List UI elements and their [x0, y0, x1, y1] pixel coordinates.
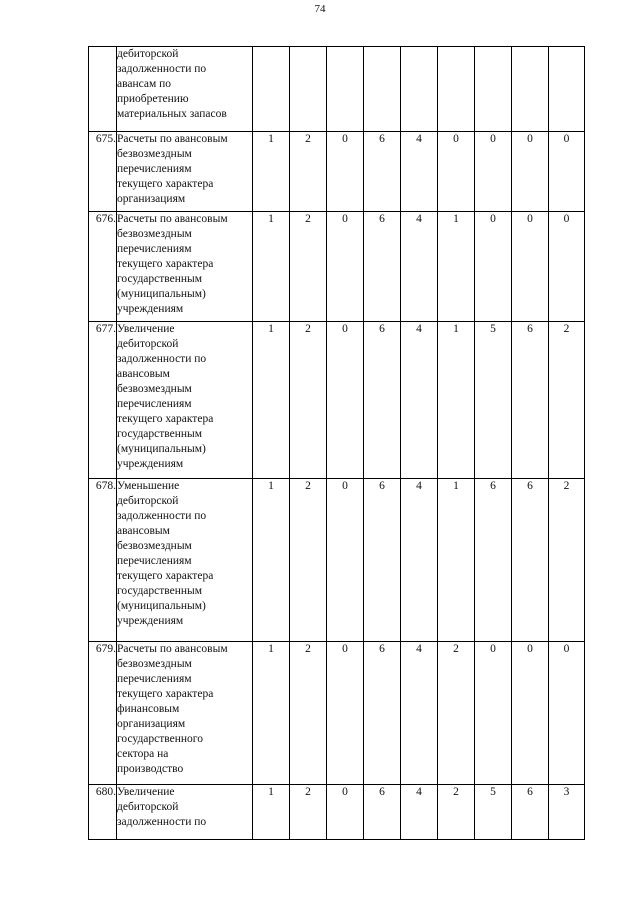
code-digit: 1 [253, 479, 290, 642]
code-digit: 0 [549, 642, 585, 785]
code-digit: 1 [438, 212, 475, 322]
row-name-line: финансовым [117, 703, 180, 715]
code-digit: 0 [438, 132, 475, 212]
row-number: 676. [89, 212, 117, 322]
code-digit: 5 [475, 785, 512, 840]
code-digit: 4 [401, 479, 438, 642]
code-digit: 6 [475, 479, 512, 642]
row-name-line: учреждениям [117, 303, 184, 315]
row-name-line: перечислениям [117, 163, 192, 175]
row-name [117, 132, 253, 212]
code-digit: 2 [290, 479, 327, 642]
row-name-line: дебиторской [117, 48, 179, 60]
code-digit: 6 [512, 322, 549, 479]
code-digit: 3 [549, 785, 585, 840]
row-name-line: безвозмездным [117, 148, 192, 160]
code-digit: 6 [364, 785, 401, 840]
code-digit: 1 [253, 212, 290, 322]
row-name-line: перечислениям [117, 555, 192, 567]
code-digit: 6 [364, 642, 401, 785]
row-name-line: авансовым [117, 525, 170, 537]
row-name-line: производство [117, 763, 184, 775]
row-name-line: дебиторской [117, 495, 179, 507]
row-name-line: материальных запасов [117, 108, 227, 120]
table-row [89, 642, 585, 785]
code-digit [253, 47, 290, 132]
code-digit: 4 [401, 785, 438, 840]
row-name-line: текущего характера [117, 413, 214, 425]
code-digit: 1 [253, 132, 290, 212]
row-name [117, 479, 253, 642]
row-name-line: Увеличение [117, 323, 175, 335]
code-digit: 1 [438, 479, 475, 642]
code-digit: 2 [438, 785, 475, 840]
row-name [117, 642, 253, 785]
code-digit: 5 [475, 322, 512, 479]
code-digit: 6 [512, 479, 549, 642]
code-digit: 1 [253, 642, 290, 785]
row-name-line: задолженности по [117, 816, 207, 828]
row-number: 677. [89, 322, 117, 479]
code-digit [401, 47, 438, 132]
table-row [89, 212, 585, 322]
code-digit [438, 47, 475, 132]
row-name-line: задолженности по [117, 63, 207, 75]
code-digit: 2 [290, 785, 327, 840]
code-digit: 6 [364, 212, 401, 322]
code-digit: 6 [364, 322, 401, 479]
row-name-line: Расчеты по авансовым [117, 643, 228, 655]
row-name-line: Увеличение [117, 786, 175, 798]
row-name-line: организациям [117, 193, 186, 205]
row-name [117, 322, 253, 479]
code-digit: 2 [290, 322, 327, 479]
code-digit: 0 [512, 642, 549, 785]
code-digit: 0 [549, 212, 585, 322]
row-name-line: (муниципальным) [117, 600, 206, 612]
code-digit: 1 [253, 322, 290, 479]
row-name-line: государственным [117, 428, 203, 440]
row-name-line: авансовым [117, 368, 170, 380]
row-name-line: перечислениям [117, 398, 192, 410]
row-name-line: задолженности по [117, 510, 207, 522]
row-name-line: безвозмездным [117, 383, 192, 395]
code-digit [512, 47, 549, 132]
row-number: 675. [89, 132, 117, 212]
row-name-line: учреждениям [117, 615, 184, 627]
row-name-line: авансам по [117, 78, 172, 90]
row-name-line: безвозмездным [117, 540, 192, 552]
row-name-line: текущего характера [117, 570, 214, 582]
row-number: 680. [89, 785, 117, 840]
code-digit: 4 [401, 212, 438, 322]
code-digit: 0 [327, 212, 364, 322]
row-name-line: государственным [117, 273, 203, 285]
row-name-line: Уменьшение [117, 480, 180, 492]
row-number [89, 47, 117, 132]
row-name [117, 212, 253, 322]
row-name-line: учреждениям [117, 458, 184, 470]
row-name-line: перечислениям [117, 673, 192, 685]
account-codes-table [88, 46, 585, 840]
row-name-line: (муниципальным) [117, 288, 206, 300]
row-name-line: безвозмездным [117, 658, 192, 670]
code-digit: 0 [475, 132, 512, 212]
table-row [89, 47, 585, 132]
row-name-line: перечислениям [117, 243, 192, 255]
table-row [89, 479, 585, 642]
code-digit: 2 [549, 322, 585, 479]
code-digit [549, 47, 585, 132]
row-name-line: государственным [117, 585, 203, 597]
code-digit: 4 [401, 132, 438, 212]
row-name-line: Расчеты по авансовым [117, 213, 228, 225]
row-name [117, 47, 253, 132]
code-digit [364, 47, 401, 132]
code-digit: 2 [290, 212, 327, 322]
row-name-line: сектора на [117, 748, 169, 760]
code-digit: 0 [475, 642, 512, 785]
code-digit: 0 [327, 322, 364, 479]
code-digit: 0 [512, 132, 549, 212]
code-digit: 2 [290, 132, 327, 212]
row-name-line: (муниципальным) [117, 443, 206, 455]
row-name [117, 785, 253, 840]
row-number: 679. [89, 642, 117, 785]
row-number: 678. [89, 479, 117, 642]
code-digit: 0 [327, 785, 364, 840]
code-digit: 0 [327, 132, 364, 212]
code-digit: 2 [290, 642, 327, 785]
row-name-line: текущего характера [117, 178, 214, 190]
row-name-line: дебиторской [117, 801, 179, 813]
code-digit: 2 [549, 479, 585, 642]
row-name-line: текущего характера [117, 258, 214, 270]
code-digit: 0 [512, 212, 549, 322]
code-digit: 2 [438, 642, 475, 785]
code-digit [327, 47, 364, 132]
table-row [89, 322, 585, 479]
code-digit: 0 [327, 642, 364, 785]
code-digit: 6 [364, 132, 401, 212]
code-digit: 1 [253, 785, 290, 840]
row-name-line: текущего характера [117, 688, 214, 700]
code-digit: 1 [438, 322, 475, 479]
code-digit: 0 [549, 132, 585, 212]
row-name-line: организациям [117, 718, 186, 730]
code-digit: 0 [327, 479, 364, 642]
row-name-line: дебиторской [117, 338, 179, 350]
row-name-line: государственного [117, 733, 203, 745]
page-number: 74 [314, 3, 326, 15]
table-row [89, 132, 585, 212]
table-row [89, 785, 585, 840]
code-digit [475, 47, 512, 132]
code-digit: 6 [512, 785, 549, 840]
code-digit: 0 [475, 212, 512, 322]
code-digit: 4 [401, 642, 438, 785]
code-digit [290, 47, 327, 132]
code-digit: 4 [401, 322, 438, 479]
row-name-line: безвозмездным [117, 228, 192, 240]
row-name-line: Расчеты по авансовым [117, 133, 228, 145]
row-name-line: приобретению [117, 93, 189, 105]
row-name-line: задолженности по [117, 353, 207, 365]
code-digit: 6 [364, 479, 401, 642]
